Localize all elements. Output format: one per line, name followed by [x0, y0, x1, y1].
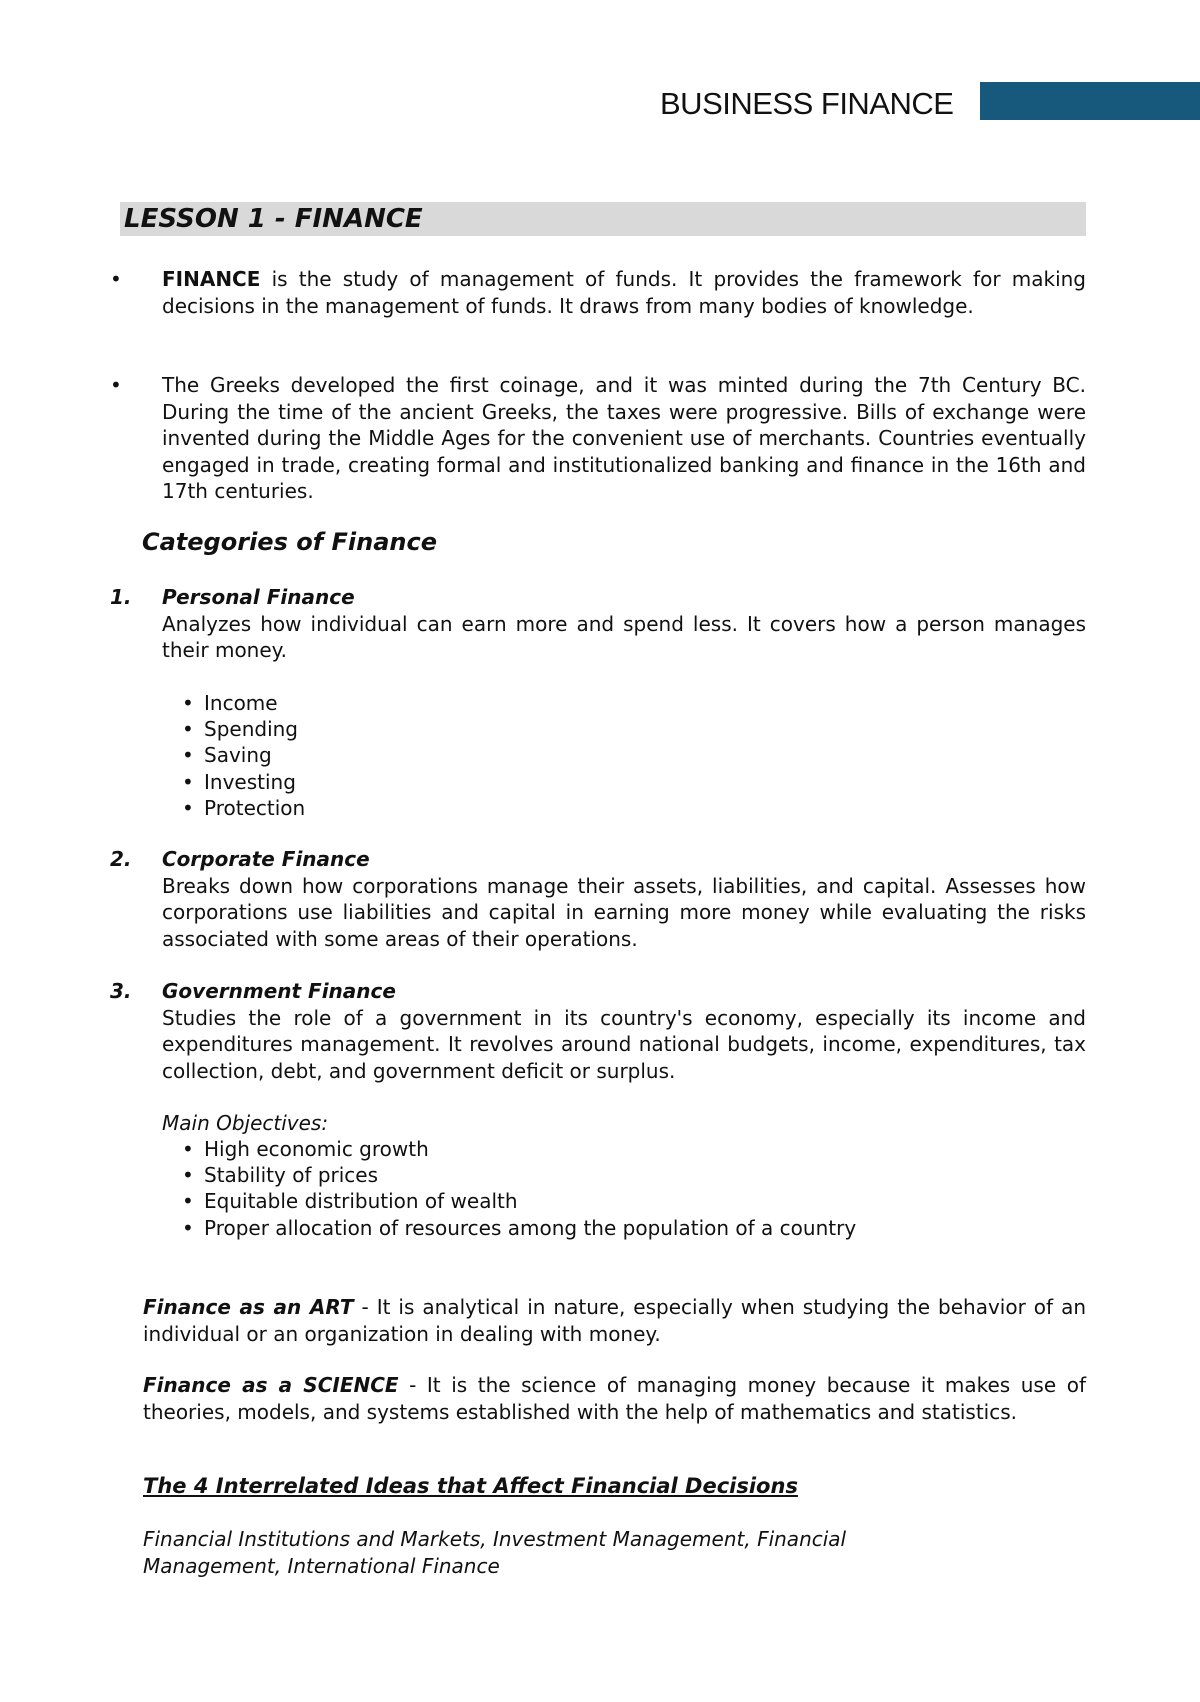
- bullet-icon: •: [110, 267, 122, 291]
- category-government-finance: [110, 978, 1086, 1084]
- category-personal-finance: [110, 584, 1086, 664]
- category-body: Analyzes how individual can earn more and spend less. It covers how a person manages their money.: [162, 611, 1086, 662]
- category-number: 2.: [110, 847, 132, 871]
- interrelated-ideas-text: Financial Institutions and Markets, Investment Management, Financial Management, International Finance: [143, 1527, 847, 1578]
- category-number: 3.: [110, 979, 132, 1003]
- science-text: - It is the science of managing money because it makes use of theories, models, and systems established with the help of mathematics and statistics.: [143, 1373, 1086, 1424]
- term-finance: FINANCE: [162, 267, 261, 291]
- header-accent-bar: [980, 82, 1200, 120]
- category-body: Studies the role of a government in its country's economy, especially its income and expenditures management. It revolves around national budgets, income, expenditures, tax collection, debt, and government deficit or surplus.: [162, 1005, 1086, 1083]
- government-objectives-list: [182, 1136, 856, 1241]
- category-title: Government Finance: [162, 979, 396, 1003]
- category-title: Personal Finance: [162, 585, 355, 609]
- finance-as-art: [143, 1294, 1086, 1347]
- list-item: • Proper allocation of resources among the population of a country: [182, 1215, 856, 1241]
- art-text: - It is analytical in nature, especially when studying the behavior of an individual or an organization in dealing with money.: [143, 1295, 1087, 1346]
- interrelated-ideas-text-block: [143, 1526, 963, 1579]
- category-title: Corporate Finance: [162, 847, 370, 871]
- list-item: • Income: [182, 690, 305, 716]
- list-item: • Equitable distribution of wealth: [182, 1188, 856, 1214]
- intro-paragraph-finance: [110, 266, 1086, 319]
- finance-definition: is the study of management of funds. It provides the framework for making decisions in the management of funds. It draws from many bodies of knowledge.: [162, 267, 1086, 318]
- intro-paragraph-history: [110, 372, 1086, 505]
- term-art: Finance as an ART: [143, 1295, 354, 1319]
- list-item: • High economic growth: [182, 1136, 856, 1162]
- lesson-title: LESSON 1 - FINANCE: [124, 204, 423, 234]
- category-corporate-finance: [110, 846, 1086, 952]
- history-text: The Greeks developed the first coinage, and it was minted during the 7th Century BC. During the time of the ancient Greeks, the taxes were progressive. Bills of exchange were invented during the Middle Ages for the convenient use of merchants. Countries eventually engaged in trade, creating formal and institutionalized banking and finance in the 16th and 17th centuries.: [162, 373, 1086, 503]
- list-item: • Saving: [182, 742, 305, 768]
- list-item: • Protection: [182, 795, 305, 821]
- term-science: Finance as a SCIENCE: [143, 1373, 399, 1397]
- main-objectives-label: Main Objectives:: [162, 1111, 329, 1135]
- finance-as-science: [143, 1372, 1086, 1425]
- interrelated-ideas-heading: The 4 Interrelated Ideas that Affect Financial Decisions: [143, 1474, 798, 1498]
- personal-finance-list: [182, 690, 305, 821]
- list-item: • Investing: [182, 769, 305, 795]
- document-header-title: BUSINESS FINANCE: [660, 86, 954, 121]
- category-body: Breaks down how corporations manage their assets, liabilities, and capital. Assesses how corporations use liabilities and capital in earning more money while evaluating the risks associated with some areas of their operations.: [162, 873, 1086, 951]
- category-number: 1.: [110, 585, 132, 609]
- list-item: • Spending: [182, 716, 305, 742]
- categories-heading: Categories of Finance: [142, 528, 437, 556]
- list-item: • Stability of prices: [182, 1162, 856, 1188]
- bullet-icon: •: [110, 373, 122, 397]
